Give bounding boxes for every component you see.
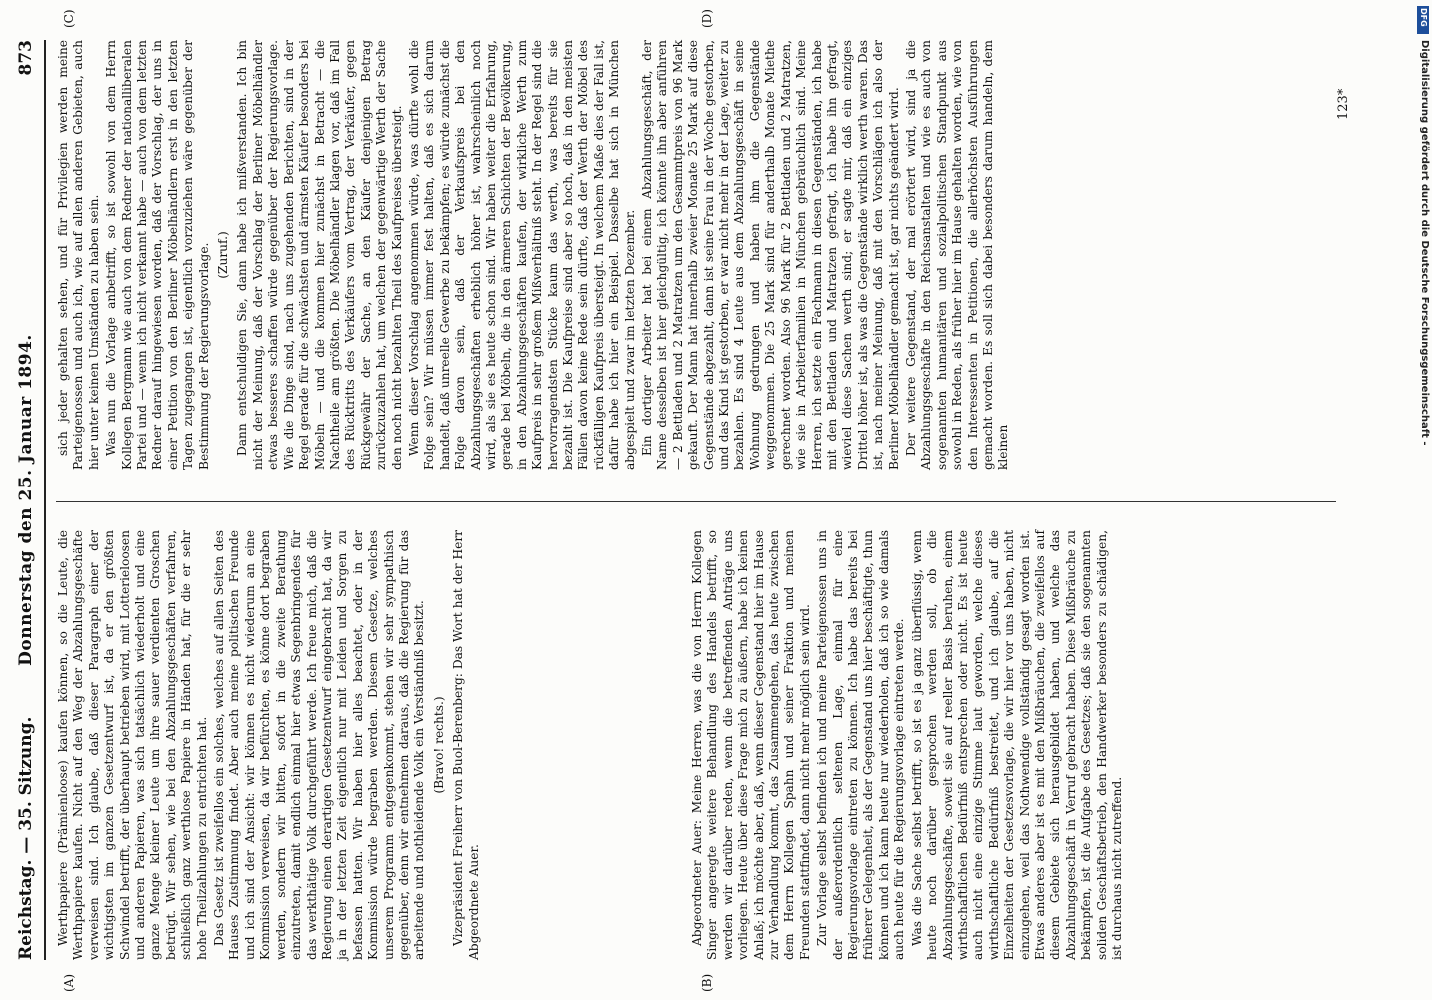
paragraph: Das Gesetz ist zweifellos ein solches, welches auf allen Seiten des Hauses Zustimmung findet. Aber auch meine politischen Freunde und ich sind der Ansicht: wir können es nicht wiederum an eine Kommission verweisen, da wir befürchten, es könne dort begraben werden, sondern wir bitten, sofort in die zweite Berathung einzutreten, damit endlich einmal hier etwas Segenbringendes für das werkthätige Volk durchgeführt werde. Ich freue mich, daß die Regierung einen derartigen Gesetzentwurf eingebracht hat, da wir ja in der letzten Zeit eigentlich nur mit Leiden und Sorgen zu befassen hatten. Wir haben hier alles beachtet, oder in der Kommission würde begraben werden. Diesem Gesetze, welches unserem Programm entgegenkommt, stehen wir sehr sympathisch gegenüber, denn wir entnehmen daraus, daß die Regierung für das arbeitende und nothleidende Volk ein Verständniß besitzt. — [212, 530, 427, 960]
paragraph: Ein dortiger Arbeiter hat bei einem Abzahlungsgeschäft, der Name desselben ist hier gleichgültig, ich könnte ihn aber anführen — 2 Bettladen und 2 Matratzen um den Gesammtpreis von 96 Mark gekauft. Der Mann hat innerhalb zweier Monate 25 Mark auf diese Gegenstände abgezahlt, dann ist seine Frau in der Woche gestorben, und das Kind ist gestorben, er war nicht mehr in der Lage, weiter zu bezahlen. Es sind 4 Leute aus dem Abzahlungsgeschäft in seine Wohnung gedrungen und haben ihm die Gegenstände weggenommen. Die 25 Mark sind für anderthalb Monate Miethe gerechnet worden. Also 96 Mark für 2 Bettladen und 2 Matratzen, wie sie in Arbeiterfamilien in München gebräuchlich sind. Meine Herren, ich setzte ein Fachmann in diesen Gegenständen, ich habe mit den Bettladen und Matratzen gefragt, ich habe ihn gefragt, wieviel diese Sachen werth sind; er sagte mir, daß ein einziges Drittel höher ist, als was die Gegenstände wirklich werth waren. Das ist, nach meiner Meinung, daß mit den Vorschlägen ich also der Berliner Möbelhändler gemacht ist, gar nichts geändert wird. — [640, 40, 901, 470]
paragraph: Vizepräsident Freiherr von Buol-Berenberg: Das Wort hat der Herr Abgeordnete Auer. — [451, 530, 481, 960]
right-column — [56, 40, 1336, 470]
running-header — [10, 40, 46, 960]
dfg-logo-text: DFG — [1419, 8, 1428, 27]
digitization-credit — [1416, 6, 1430, 566]
column-divider — [56, 501, 1336, 502]
paragraph: Der weitere Gegenstand, der mal erörtert wird, sind ja die Abzahlungsgeschäfte in den Reichsanstalten und wie es auch von sogenannten humanitären und sozialpolitischen Standpunkt aus sowohl in Reden, als früher hier im Hause gehalten worden, wie von den Interessenten in Petitionen, die allerhöchsten Ausführungen gemacht worden. Es soll sich dabei besonders darum handeln, dem kleinen — [903, 40, 1011, 470]
header-left: Reichstag. — 35. Sitzung. — [16, 716, 36, 960]
margin-marker-b: (B) — [700, 973, 714, 992]
paragraph: Werthpapiere (Prämienloose) kaufen können, so die Leute, die Werthpapiere kaufen. Nicht auf den Weg der Abzahlungsgeschäfte verweisen sind. Ich glaube, daß dieser Paragraph einer der wichtigsten im ganzen Gesetzentwurf ist, da er den größten Schwindel betrifft, der überhaupt betrieben wird, mit Lotterieloosen und anderen Papieren, was sich tatsächlich wiederholt und eine ganze Menge kleiner Leute um ihre sauer verdienten Groschen betrügt. Wir sehen, wie bei den Abzahlungsgeschäften verfahren, schließlich ganz werthlose Papiere in Händen hat, für die er sehr hohe Theilzahlungen zu entrichten hat. — [56, 530, 209, 960]
paragraph: sich jeder gehalten sehen, und für Privilegien werden meine Parteigenossen und auch ich, wie auf allen anderen Gebieten, auch hier unter keinen Umständen zu haben sein. — [56, 40, 101, 470]
paragraph: Abgeordneter Auer: Meine Herren, was die von Herrn Kollegen Singer angeregte weitere Behandlung des Handels betrifft, so werden wir darüber reden, wenn die betreffenden Anträge uns vorliegen. Heute über diese Frage mich zu äußern, habe ich keinen Anlaß; ich möchte aber, daß, wenn dieser Gegenstand hier im Hause zur Verhandlung kommt, das Zusammengehen, das heute zwischen dem Herrn Kollegen Spahn und seiner Fraktion und meinen Freunden stattfindet, dann nicht mehr möglich sein wird. — [690, 530, 812, 960]
header-date: Donnerstag den 25. Januar 1894. — [16, 334, 36, 666]
margin-marker-c: (C) — [62, 9, 76, 28]
paragraph: Was die Sache selbst betrifft, so ist es ja ganz überflüssig, wenn heute noch darüber gesprochen werden soll, ob die Abzahlungsgeschäfte, soweit sie auf reeller Basis beruhen, einem wirthschaftlichen Bedürfniß entsprechen oder nicht. Es ist heute auch nicht eine einzige Stimme laut geworden, welche dieses wirthschaftliche Bedürfniß bestreitet, und ich glaube, auf die Einzelheiten der Gesetzesvorlage, die wir hier vor uns haben, nicht einzugehen, weil das Nothwendige vollständig gesagt worden ist. Etwas anderes aber ist es mit den Mißbräuchen, die zweifellos auf diesem Gebiete sich herausgebildet haben, und welche das Abzahlungsgeschäft in Verruf gebracht haben. Diese Mißbräuche zu bekämpfen, ist die Aufgabe des Gesetzes; daß sie den sogenannten soliden Geschäftsbetrieb, den Handwerker besonders zu schädigen, ist durchaus nicht zutreffend. — [909, 530, 1124, 960]
margin-marker-a: (A) — [62, 973, 76, 992]
page-number: 873 — [16, 40, 36, 76]
paragraph: Was nun die Vorlage anbetrifft, so ist sowohl von dem Herrn Kollegen Bergmann wie auch von dem Redner der nationalliberalen Partei und — wenn ich nicht verkannt habe — auch von dem letzten Redner darauf hingewiesen worden, daß der Vorschlag, der uns in einer Petition von den Berliner Möbelhändlern erst in den letzten Tagen zugegangen ist, eigentlich vorzuziehen wäre gegenüber der Bestimmung der Regierungsvorlage. — [104, 40, 211, 470]
interjection: (Zuruf.) — [216, 231, 231, 279]
paragraph: Wenn dieser Vorschlag angenommen würde, was dürfte wohl die Folge sein? Wir müssen immer fest halten, daß es sich darum handelt, daß unreelle Gewerbe zu bekämpfen; es würde zunächst die Folge davon sein, daß der Verkaufspreis bei den Abzahlungsgeschäften erheblich höher ist, wahrscheinlich noch wird, als sie es heute schon sind. Wir haben weiter die Erfahrung, gerade bei Möbeln, die in den ärmeren Schichten der Bevölkerung, in den Abzahlungsgeschäften kaufen, der wirkliche Werth zum Kaufpreis in sehr großem Mißverhältniß steht. In der Regel sind die hervorragendsten Stücke kaum das werth, was bereits für sie bezahlt ist. Die Kaufpreise sind aber so hoch, daß in den meisten Fällen davon keine Rede sein dürfte, daß der Werth der Möbel des rückfälligen Kaufpreis übersteigt. In welchem Maße dies der Fall ist, dafür habe ich hier ein Beispiel. Dasselbe hat sich in München abgespielt und zwar im letzten Dezember. — [406, 40, 637, 470]
signature-mark: 123* — [1336, 88, 1351, 120]
interjection: (Bravo! rechts.) — [431, 696, 446, 794]
margin-marker-d: (D) — [700, 9, 714, 28]
left-column-upper — [56, 530, 676, 960]
paragraph: Dann entschuldigen Sie, dann habe ich mißverstanden. Ich bin nicht der Meinung, daß der Vorschlag der Berliner Möbelhändler etwas besseres schaffen würde gegenüber der Regierungsvorlage. Wie die Dinge sind, nach uns zugehenden Berichten, sind in der Regel gerade für die schwächsten und ärmsten Käufer besonders bei Möbeln — und die kommen hier zunächst in Betracht — die Nachtheile am größten. Die Möbelhändler klagen vor, daß im Fall des Rücktritts des Verkäufers vom Vertrag, der Verkäufer, gegen Rückgewähr der Sache, an den Käufer denjenigen Betrag zurückzuzahlen hat, um welchen der gegenwärtige Werth der Sache den noch nicht bezahlten Theil des Kaufpreises übersteigt. — [235, 40, 404, 470]
credit-text: Digitalisierung gefördert durch die Deutsche Forschungsgemeinschaft - — [1419, 40, 1430, 446]
left-column-lower — [690, 530, 1330, 960]
paragraph: Zur Vorlage selbst befinden ich und meine Parteigenossen uns in der außerordentlich seltenen Lage, einmal für eine Regierungsvorlage eintreten zu können. Ich habe das bereits bei früherer Gelegenheit, als der Gegenstand uns hier beschäftigte, thun können und ich kann heute nur wiederholen, daß ich so wie damals auch heute für die Regierungsvorlage eintreten werde. — [815, 530, 907, 960]
